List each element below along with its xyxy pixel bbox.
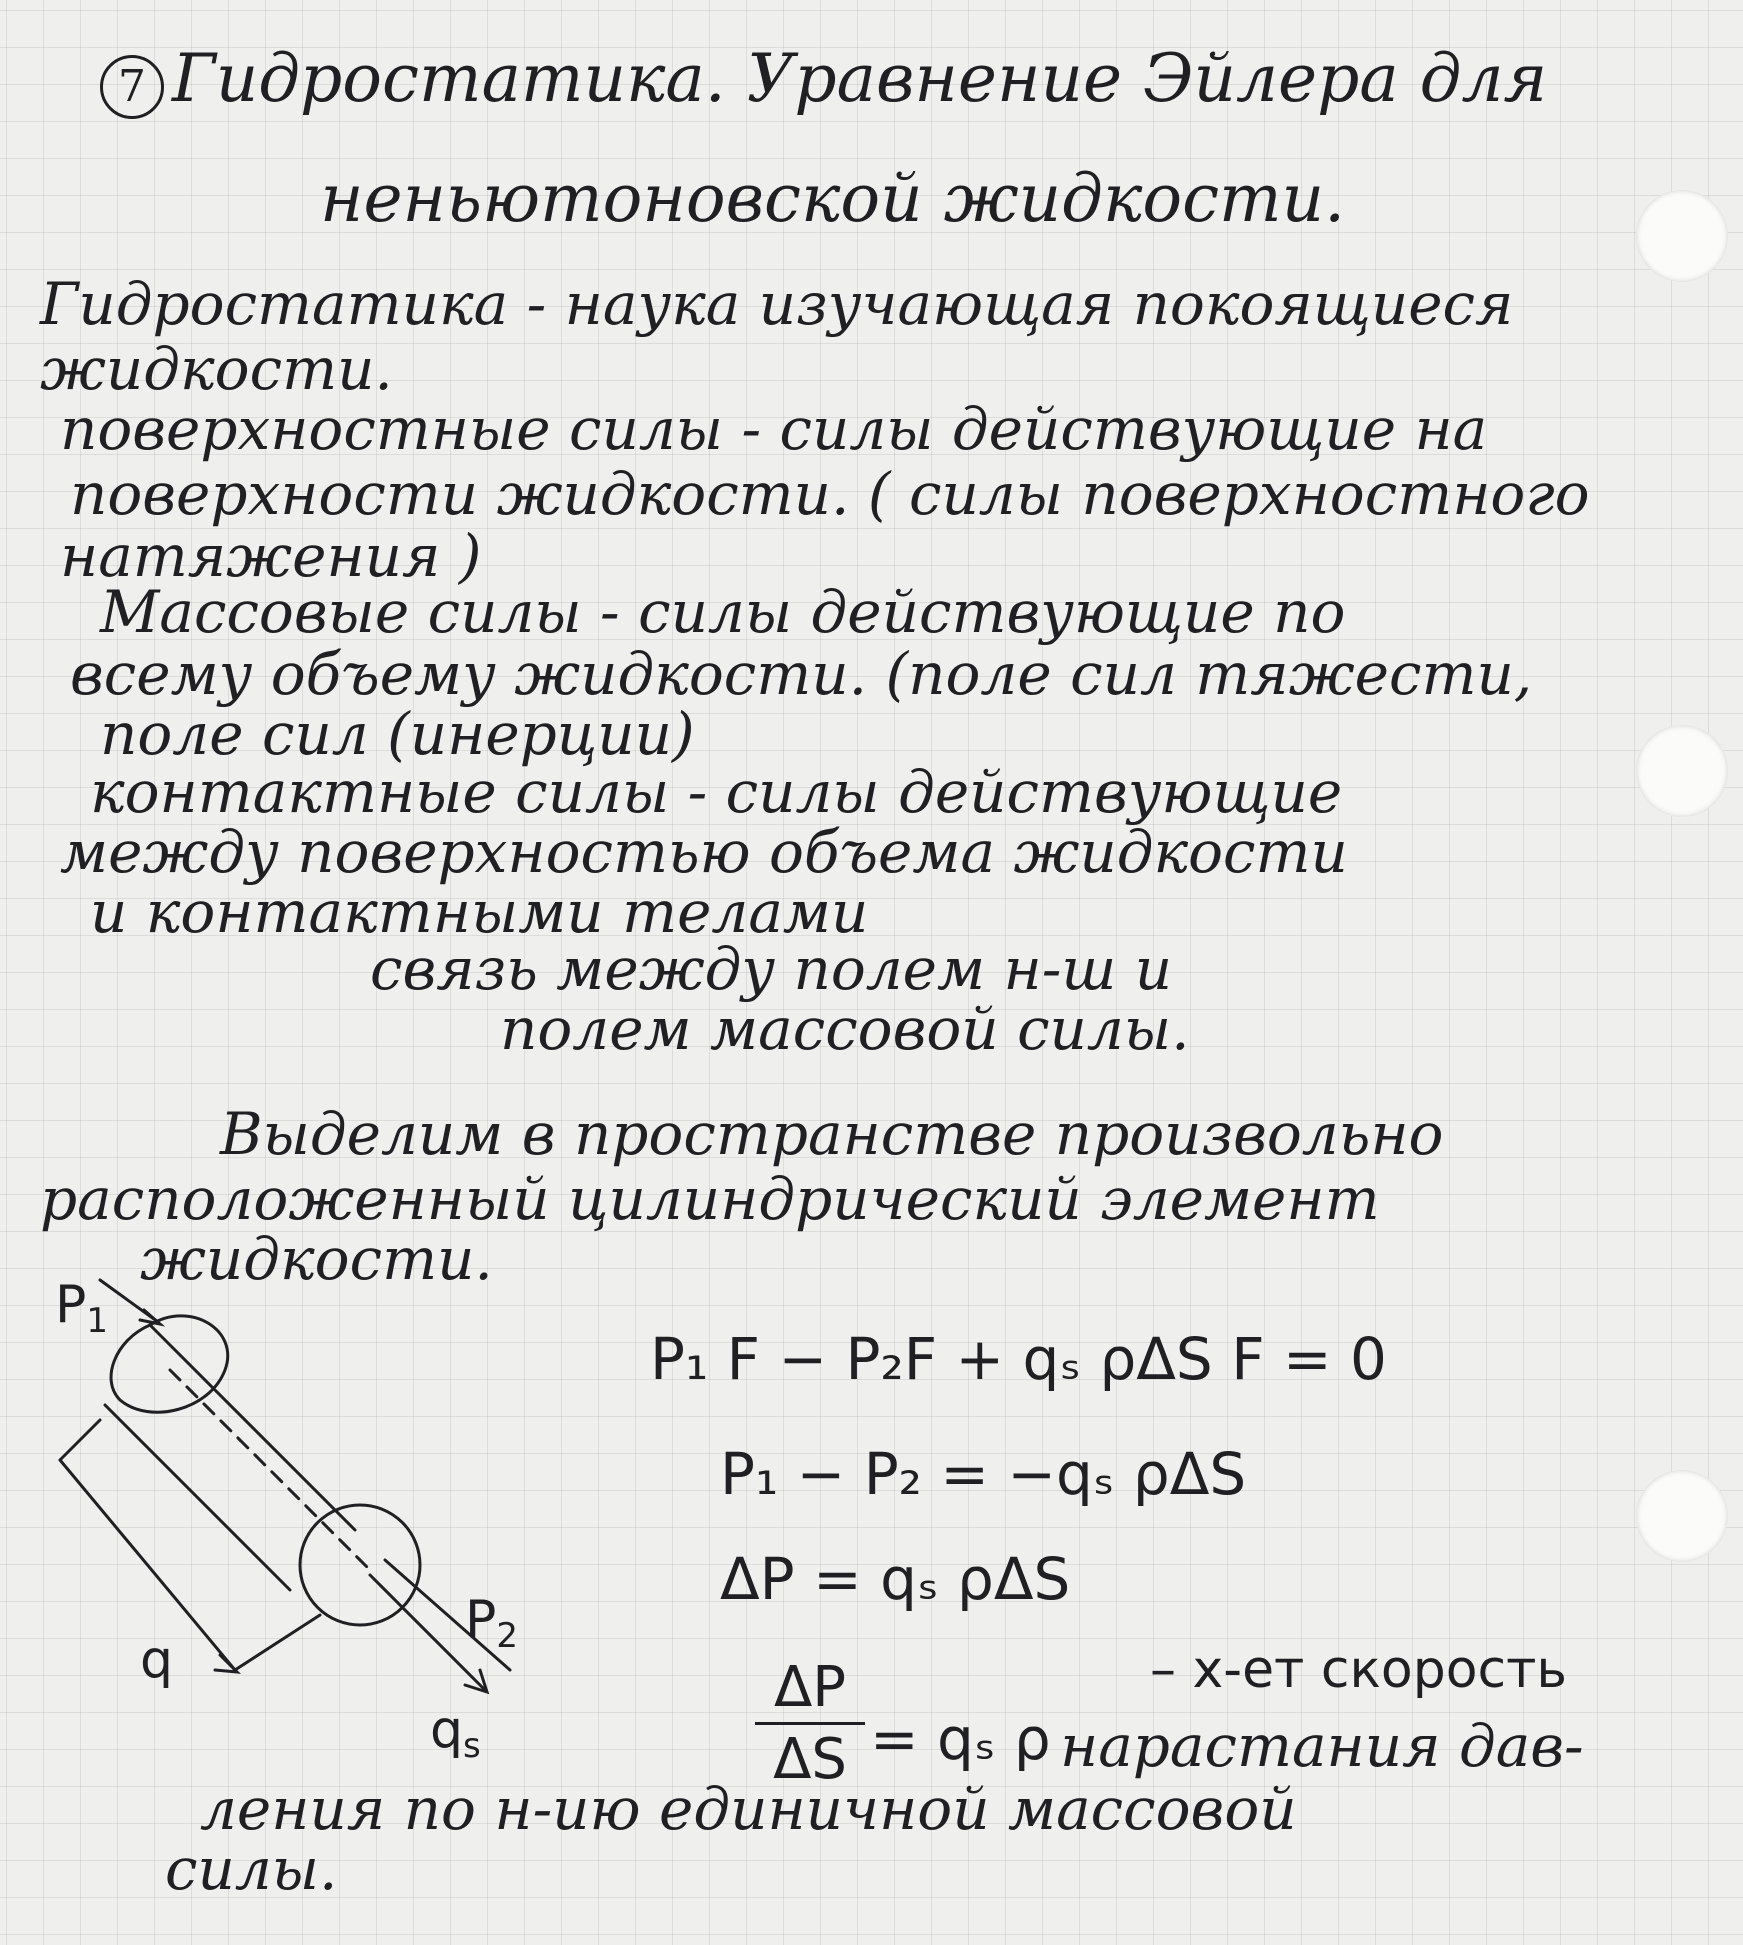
fraction-numerator: ΔP <box>773 1655 847 1720</box>
intro-line-2: расположенный цилиндрический элемент <box>40 1165 1380 1233</box>
page-title-line-1 <box>100 40 1547 119</box>
cylinder-lower-edge <box>105 1405 290 1590</box>
cylinder-element-diagram <box>40 1260 600 1780</box>
label-q: q <box>140 1630 174 1690</box>
equation-2: P₁ − P₂ = −qₛ ρΔS <box>720 1440 1247 1508</box>
equation-4-rhs: = qₛ ρ <box>870 1705 1051 1773</box>
body-line-7: всему объему жидкости. (поле сил тяжести, <box>70 640 1533 708</box>
binder-hole-bottom <box>1636 1470 1728 1562</box>
body-line-3: поверхностные силы - силы действующие на <box>60 395 1488 463</box>
binder-hole-middle <box>1636 725 1728 817</box>
body-line-11: и контактными телами <box>90 878 869 946</box>
conclusion-line-1: нарастания дав- <box>1060 1712 1584 1780</box>
body-line-12: связь между полем н-ш и <box>370 935 1173 1003</box>
label-qs: $q_s$ <box>430 1700 481 1766</box>
fraction-bar <box>755 1722 865 1725</box>
cylinder-upper-edge <box>150 1325 355 1530</box>
equation-1: P₁ F − P₂F + qₛ ρΔS F = 0 <box>650 1325 1387 1393</box>
conclusion-line-2: ления по н-ию единичной массовой <box>200 1775 1297 1843</box>
vector-triangle-base <box>235 1615 320 1670</box>
fraction-denominator: ΔS <box>773 1727 847 1792</box>
section-number: 7 <box>100 55 164 119</box>
equation-4-note: – х-ет скорость <box>1150 1640 1568 1700</box>
vector-triangle-top <box>60 1420 100 1460</box>
body-line-9: контактные силы - силы действующие <box>90 758 1343 826</box>
body-line-4: поверхности жидкости. ( силы поверхностного <box>70 460 1590 528</box>
intro-line-3: жидкости. <box>140 1225 493 1293</box>
page-title-line-2: неньютоновской жидкости. <box>320 160 1346 237</box>
body-line-10: между поверхностью объема жидкости <box>60 818 1348 886</box>
conclusion-line-3: силы. <box>165 1835 338 1903</box>
body-line-1: Гидростатика - наука изучающая покоящиеся <box>40 270 1514 338</box>
equation-3: ΔP = qₛ ρΔS <box>720 1545 1071 1613</box>
body-line-8: поле сил (инерции) <box>100 700 695 768</box>
body-line-6: Массовые силы - силы действующие по <box>100 578 1346 646</box>
equation-4-fraction <box>755 1655 865 1792</box>
intro-line-1: Выделим в пространстве произвольно <box>220 1100 1444 1168</box>
title-text: Гидростатика. Уравнение Эйлера для <box>172 40 1548 117</box>
label-p2: $P_2$ <box>465 1590 518 1656</box>
label-p1: $P_1$ <box>55 1275 108 1341</box>
body-line-5: натяжения ) <box>60 522 482 590</box>
binder-hole-top <box>1636 190 1728 282</box>
cylinder-top-face <box>111 1316 228 1412</box>
body-line-13: полем массовой силы. <box>500 995 1190 1063</box>
body-line-2: жидкости. <box>40 335 393 403</box>
